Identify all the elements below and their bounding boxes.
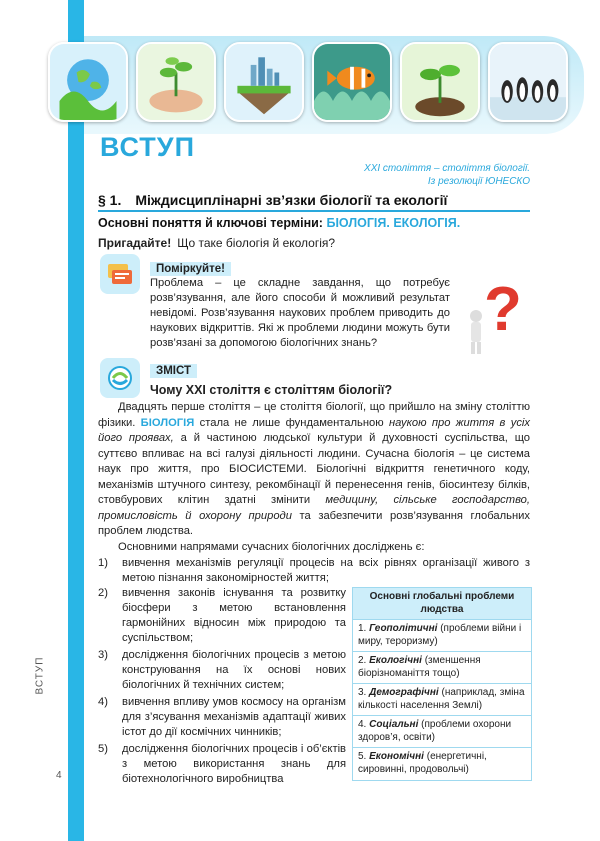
content-paragraph: Двадцять перше століття – це століття біології, що прийшло на зміну століттю фізики. БІОЛОГІЯ стала не лише фундаментальною наукою про життя в усіх його проявах, а й частиною людської культури й духовності суспільства, що суттєво впливає на всі галузі діяльності людини. Сучасна біологія – це система наук про життя, про БІОСИСТЕМИ. Біологічні відкриття генетичного коду, механізмів штучного синтезу, рекомбінації й перенесення генів, біосинтезу білків, стовбурових клітин здатні змінити медицину, сільське господарство, промисловість й охорону природи та забезпечити розв’язування глобальних проблем людства. bbox=[98, 401, 531, 537]
global-problems-header: Основні глобальні проблеми людства bbox=[353, 588, 531, 620]
banner-images bbox=[48, 42, 568, 122]
global-problems-table bbox=[352, 587, 532, 781]
content-label: ЗМІСТ bbox=[150, 364, 197, 378]
page-number: 4 bbox=[56, 770, 62, 781]
content-icon bbox=[100, 358, 140, 398]
chapter-title: ВСТУП bbox=[100, 132, 195, 162]
direction-item: 1) вивчення механізмів регуляції процесів на всіх рівнях організації живого з метою пізнання закономірностей життя; bbox=[98, 557, 530, 584]
direction-item: 2) вивчення законів існування та розвитку біосфери з метою встановлення гармонійних відносин між природою та суспільством; bbox=[98, 587, 346, 644]
section-title: Міждисциплінарні зв’язки біології та екології bbox=[135, 192, 448, 208]
think-text: Проблема – це складне завдання, що потребує розв’язування, але його способи й можливий результат невідомі. Розв’язування наукових проблем приводить до наукових відкриттів. Які ж проблеми людини можуть бути розв’язані за допомогою біологічних знань? bbox=[150, 277, 450, 349]
epigraph bbox=[364, 162, 530, 188]
side-accent-bar bbox=[68, 0, 84, 841]
question-mark-figure bbox=[462, 272, 532, 356]
penguins-image bbox=[488, 42, 568, 122]
section-heading bbox=[98, 192, 530, 212]
recall-label: Пригадайте! bbox=[98, 236, 172, 250]
table-row: 5. Економічні (енергетичні, сировинні, продовольчі) bbox=[358, 751, 487, 775]
epigraph-source: Із резолюції ЮНЕСКО bbox=[427, 176, 530, 187]
direction-item: 4) вивчення впливу умов космосу на організм для з’ясування механізмів адаптації живих істот до дії космічних чинників; bbox=[98, 696, 346, 738]
think-label: Поміркуйте! bbox=[150, 262, 231, 276]
key-terms bbox=[98, 216, 460, 230]
epigraph-quote: XXI століття – століття біології. bbox=[364, 163, 530, 174]
svg-text:?: ? bbox=[484, 275, 522, 344]
plant-in-hands-image bbox=[136, 42, 216, 122]
key-terms-label: Основні поняття й ключові терміни: bbox=[98, 216, 323, 230]
clownfish-image bbox=[312, 42, 392, 122]
recall-question: Що таке біологія й екологія? bbox=[177, 236, 336, 250]
key-terms-values: БІОЛОГІЯ. ЕКОЛОГІЯ. bbox=[326, 216, 461, 230]
term-biology: БІОЛОГІЯ bbox=[140, 416, 195, 429]
table-row: 1. Геополітичні (проблеми війни і миру, тероризму) bbox=[353, 620, 531, 652]
table-row: 3. Демографічні (наприклад, зміна кількості населення Землі) bbox=[353, 684, 531, 716]
recall-prompt bbox=[98, 236, 335, 250]
think-icon bbox=[100, 254, 140, 294]
floating-island-city-image bbox=[224, 42, 304, 122]
content-subheading: Чому ХХІ століття є століттям біології? bbox=[150, 383, 393, 397]
directions-list bbox=[98, 586, 346, 789]
side-chapter-label: ВСТУП bbox=[34, 656, 46, 694]
sprout-image bbox=[400, 42, 480, 122]
directions-intro: Основними напрямами сучасних біологічних досліджень є: bbox=[118, 541, 425, 553]
table-row: 4. Соціальні (проблеми охорони здоров’я, освіти) bbox=[353, 716, 531, 748]
earth-leaves-image bbox=[48, 42, 128, 122]
section-number: § 1. bbox=[98, 192, 122, 208]
direction-item: 3) дослідження біологічних процесів з метою конструювання на їх основі нових біологічних й технічних систем; bbox=[98, 649, 346, 691]
side-margin bbox=[0, 0, 74, 841]
table-row: 2. Екологічні (зменшення біорізноманіття тощо) bbox=[353, 652, 531, 684]
direction-item: 5) дослідження біологічних процесів і об’єктів з метою використання знань для біотехнологічного виробництва bbox=[98, 743, 346, 785]
